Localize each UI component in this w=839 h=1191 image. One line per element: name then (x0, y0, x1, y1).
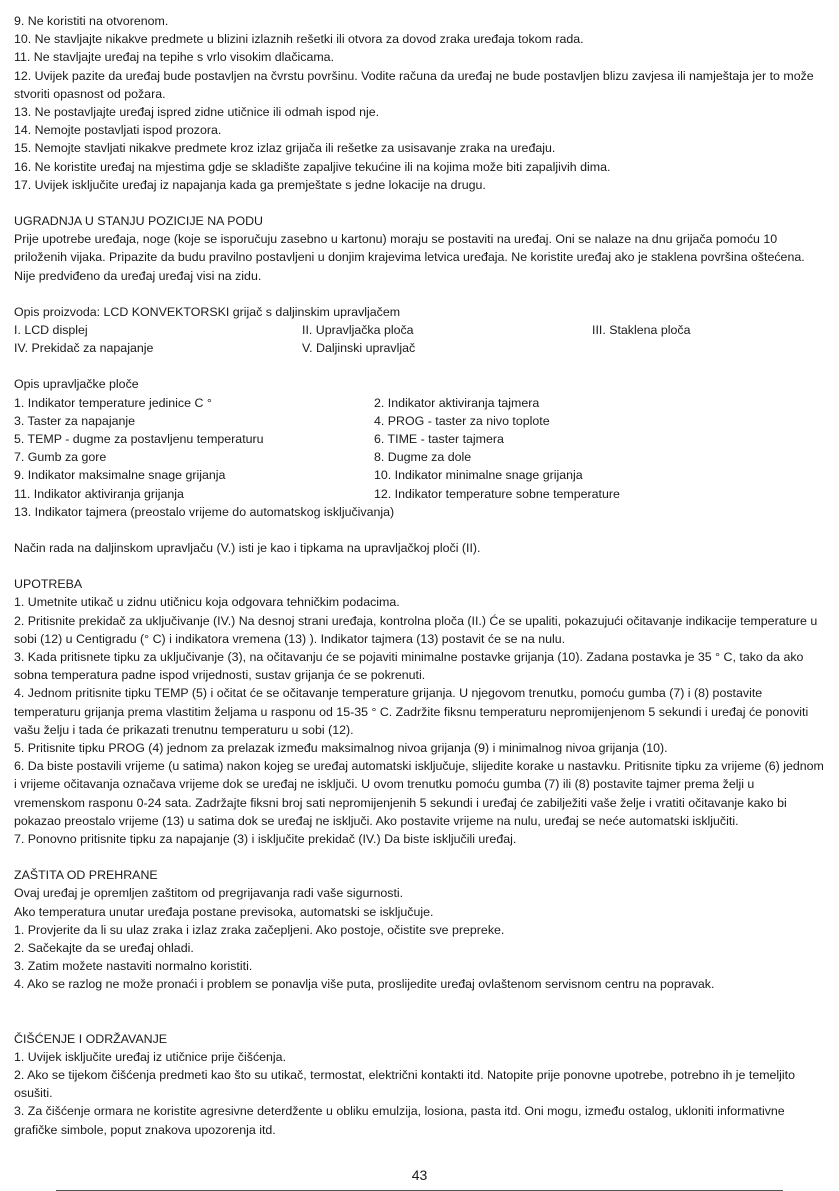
control-item: 10. Indikator minimalne snage grijanja (374, 468, 583, 483)
list-item: 11. Ne stavljajte uređaj na tepihe s vrlo visokim dlačicama. (14, 50, 335, 65)
usage-section (14, 575, 826, 848)
list-item: Ovaj uređaj je opremljen zaštitom od pregrijavanja radi vaše sigurnosti. (14, 886, 404, 901)
control-item: 4. PROG - taster za nivo toplote (374, 413, 550, 428)
part-item: IV. Prekidač za napajanje (14, 341, 154, 356)
list-item: 14. Nemojte postavljati ispod prozora. (14, 123, 222, 138)
list-item: 17. Uvijek isključite uređaj iz napajanja kada ga premještate s jedne lokacije na drugu. (14, 177, 486, 192)
list-item: 5. Pritisnite tipku PROG (4) jednom za prelazak između maksimalnog nivoa grijanja (9) i minimalnog nivoa grijanja (10). (14, 740, 668, 755)
page-number: 43 (411, 1167, 428, 1183)
list-item: 9. Ne koristiti na otvorenom. (14, 14, 169, 28)
control-item: 11. Indikator aktiviranja grijanja (14, 486, 184, 501)
safety-list (14, 12, 826, 194)
control-row (14, 394, 826, 412)
list-item: 16. Ne koristite uređaj na mjestima gdje se skladište zapaljive tekućine ili na kojima može biti zapaljivih dima. (14, 159, 611, 174)
control-item: 1. Indikator temperature jedinice C ° (14, 395, 212, 410)
list-item: 15. Nemojte stavljati nikakve predmete kroz izlaz grijača ili rešetke za usisavanje zraka na uređaju. (14, 141, 556, 156)
list-item: 10. Ne stavljajte nikakve predmete u blizini izlaznih rešetki ili otvora za dovod zraka uređaja tokom rada. (14, 32, 584, 47)
control-panel-description (14, 375, 826, 521)
overheat-section (14, 866, 826, 993)
list-item: 2. Ako se tijekom čišćenja predmeti kao što su utikač, termostat, električni kontakti itd. Natopite prije ponovne upotrebe, potrebno ih je temeljito osušiti. (14, 1068, 796, 1101)
part-item: III. Staklena ploča (592, 323, 691, 338)
control-row (14, 412, 826, 430)
control-item: 7. Gumb za gore (14, 450, 107, 465)
control-row (14, 448, 826, 466)
control-row (14, 430, 826, 448)
list-item: 3. Kada pritisnete tipku za uključivanje (3), na očitavanju će se pojaviti minimalne postavke grijanja (10). Zadana postavka je 35 ° C, tako da ako sobna temperatura padne ispod vrijednosti, sustav grijanja će se pokrenuti. (14, 649, 804, 683)
part-item: II. Upravljačka ploča (302, 323, 414, 338)
section-heading: ČIŠĆENJE I ODRŽAVANJE (14, 1031, 168, 1046)
control-item: 6. TIME - taster tajmera (374, 432, 504, 446)
part-item: I. LCD displej (14, 323, 88, 338)
control-row (14, 485, 826, 503)
list-item: 13. Ne postavljajte uređaj ispred zidne utičnice ili odmah ispod nje. (14, 105, 380, 120)
section-heading: Opis upravljačke ploče (14, 377, 139, 392)
list-item: 3. Za čišćenje ormara ne koristite agresivne deterdžente u obliku emulzija, losiona, pasta itd. Oni mogu, između ostalog, ukloniti informativne grafičke simbole, poput znakova upozorenja itd. (14, 1104, 785, 1137)
section-heading: ZAŠTITA OD PREHRANE (14, 868, 158, 883)
list-item: 4. Ako se razlog ne može pronaći i problem se ponavlja više puta, proslijedite uređaj ovlaštenom servisnom centru na popravak. (14, 977, 715, 992)
remote-note: Način rada na daljinskom upravljaču (V.) isti je kao i tipkama na upravljačkoj ploči (II). (14, 540, 481, 555)
section-heading: UGRADNJA U STANJU POZICIJE NA PODU (14, 214, 263, 229)
part-item: V. Daljinski upravljač (302, 341, 416, 356)
list-item: 1. Umetnite utikač u zidnu utičnicu koja odgovara tehničkim podacima. (14, 595, 400, 610)
list-item: 7. Ponovno pritisnite tipku za napajanje (3) i isključite prekidač (IV.) Da biste isključili uređaj. (14, 832, 517, 846)
list-item: 12. Uvijek pazite da uređaj bude postavljen na čvrstu površinu. Vodite računa da uređaj ne bude postavljen blizu zavjesa ili namještaja jer to može stvoriti opasnost od požara. (14, 68, 814, 101)
product-description (14, 303, 826, 358)
section-heading: Opis proizvoda: LCD KONVEKTORSKI grijač s daljinskim upravljačem (14, 304, 401, 319)
document-page (14, 12, 826, 1139)
list-item: 2. Sačekajte da se uređaj ohladi. (14, 941, 194, 956)
section-heading: UPOTREBA (14, 577, 83, 592)
cleaning-section (14, 1030, 826, 1139)
control-item: 3. Taster za napajanje (14, 413, 136, 428)
product-parts-row (14, 339, 826, 357)
list-item: 6. Da biste postavili vrijeme (u satima) nakon kojeg se uređaj automatski isključuje, slijedite korake u nastavku. Pritisnite tipku za vrijeme (6) jednom i vrijeme očitavanja označava vrijeme dok se uređaj ne isključi. U ovom trenutku pomoću gumba (7) ili (8) postavite tajmer prema želji u vremenskom rasponu 0-24 sata. Zadržajte fiksni broj sati nepromijenjenih 5 sekundi i uređaj će zabilježiti vaše želje i vratiti očitavanje kako bi pokazao preostalo vrijeme (13) u satima dok se uređaj ne isključi. Ako postavite vrijeme na nulu, uređaj se neće automatski isključiti. (14, 759, 824, 828)
control-item: 2. Indikator aktiviranja tajmera (374, 395, 540, 410)
floor-install-section (14, 212, 826, 285)
control-item: 5. TEMP - dugme za postavljenu temperaturu (14, 432, 264, 446)
control-item: 13. Indikator tajmera (preostalo vrijeme do automatskog isključivanja) (14, 504, 395, 519)
list-item: 1. Provjerite da li su ulaz zraka i izlaz zraka začepljeni. Ako postoje, očistite sve prepreke. (14, 922, 505, 937)
list-item: 1. Uvijek isključite uređaj iz utičnice prije čišćenja. (14, 1049, 287, 1064)
control-item: 9. Indikator maksimalne snage grijanja (14, 468, 226, 483)
section-text: Prije upotrebe uređaja, noge (koje se isporučuju zasebno u kartonu) moraju se postaviti na uređaj. Oni se nalaze na dnu grijača pomoću 10 priloženih vijaka. Pripazite da budu pravilno postavljeni u donjim krajevima letvica uređaja. Ne koristite uređaj ako je staklena površina oštećena. Nije predviđeno da uređaj uređaj visi na zidu. (14, 232, 805, 283)
control-item: 8. Dugme za dole (374, 450, 472, 465)
control-item: 12. Indikator temperature sobne temperature (374, 486, 620, 501)
list-item: 2. Pritisnite prekidač za uključivanje (IV.) Na desnoj strani uređaja, kontrolna ploča (II.) Će se upaliti, pokazujući očitavanje indikacije temperature u sobi (12) u Centigradu (° C) i indikatora vremena (13) ). Indikator tajmera (13) postavit će se na nulu. (14, 613, 818, 646)
list-item: Ako temperatura unutar uređaja postane previsoka, automatski se isključuje. (14, 904, 434, 919)
control-row (14, 466, 826, 484)
product-parts-row (14, 321, 826, 339)
list-item: 4. Jednom pritisnite tipku TEMP (5) i očitat će se očitavanje temperature grijanja. U njegovom trenutku, pomoću gumba (7) i (8) postavite temperaturu grijanja prema vlastitim željama u rasponu od 15-35 ° C. Zadržite fiksnu temperaturu nepromijenjenom 5 sekundi i uređaj će ponoviti vašu želju i tada će prikazati trenutnu temperaturu u sobi (12). (14, 686, 809, 737)
list-item: 3. Zatim možete nastaviti normalno koristiti. (14, 959, 253, 974)
